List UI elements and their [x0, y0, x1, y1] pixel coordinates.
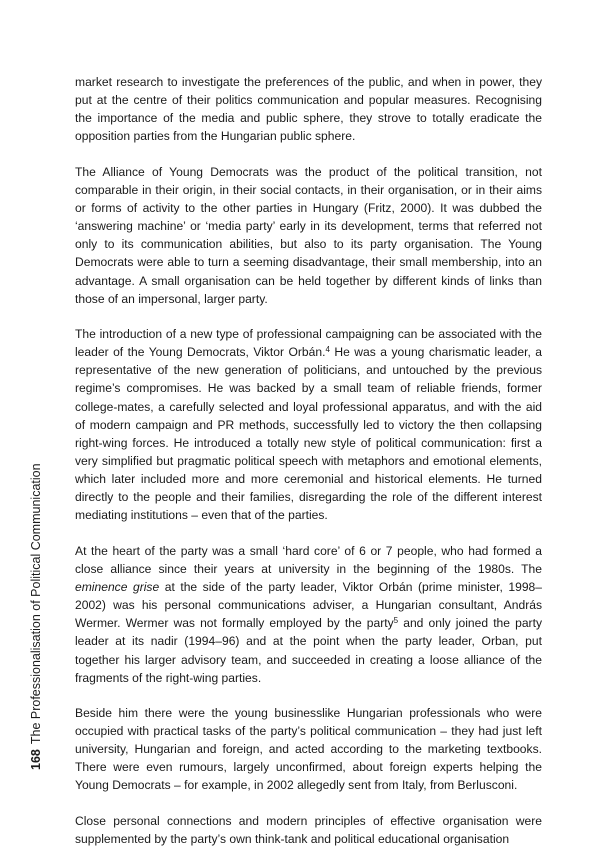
- paragraph-2: [75, 163, 542, 308]
- paragraph-5: [75, 704, 542, 795]
- paragraph-5-text: Beside him there were the young businesslike Hungarian professionals who were occupied with practical tasks of the party’s political communication – they had just left university, Hungarian and foreign, and acted according to the marketing textbooks. There were even rumours, largely unconfirmed, about foreign experts helping the Young Democrats – for example, in 2002 allegedly sent from Italy, from Berlusconi.: [75, 705, 542, 793]
- body-text: [75, 73, 542, 865]
- paragraph-4-italic-phrase: eminence grise: [75, 579, 160, 594]
- paragraph-4: [75, 542, 542, 687]
- footnote-marker-5: 5: [393, 616, 399, 626]
- running-head-title: The Professionalisation of Political Communication: [29, 463, 43, 745]
- page-number: 168: [29, 749, 43, 770]
- paragraph-6-text: Close personal connections and modern principles of effective organisation were supplemented by the party’s own think-tank and political educational organisation: [75, 813, 542, 846]
- paragraph-1-text: market research to investigate the preferences of the public, and when in power, they put at the centre of their politics communication and popular measures. Recognising the importance of the media and public sphere, they strove to totally eradicate the opposition parties from the Hungarian public sphere.: [75, 75, 542, 144]
- paragraph-3: [75, 325, 542, 525]
- paragraph-4-text-before: At the heart of the party was a small ‘hard core’ of 6 or 7 people, who had formed a close alliance since their years at university in the beginning of the 1980s. The: [75, 543, 542, 576]
- paragraph-1: [75, 73, 542, 146]
- paragraph-3-text-before: The introduction of a new type of professional campaigning can be associated with the leader of the Young Democrats, Viktor Orbán.: [75, 326, 542, 360]
- running-head: [29, 463, 43, 770]
- paragraph-4-text-middle: at the side of the party leader, Viktor Orbán (prime minister, 1998–2002) was his personal communications adviser, a Hungarian consultant, András Wermer. Wermer was not formally employed by the party: [75, 579, 542, 631]
- paragraph-2-text: The Alliance of Young Democrats was the product of the political transition, not comparable in their origin, in their social contacts, in their organisation, or in their aims or forms of activity to the other parties in Hungary (Fritz, 2000). It was dubbed the ‘answering machine’ or ‘media party’ early in its development, terms that referred not only to its communication abilities, but also to its party organisation. The Young Democrats were able to turn a seeming disadvantage, their small membership, into an advantage. A small organisation can be held together by different kinds of links than those of an impersonal, larger party.: [75, 164, 542, 306]
- paragraph-3-text-after: He was a young charismatic leader, a representative of the new generation of politicians, and untouched by the previous regime’s compromises. He was backed by a small team of reliable friends, former college-mates, a carefully selected and loyal professional apparatus, and with the aid of modern campaign and PR methods, successfully led to victory the then collapsing right-wing forces. He introduced a totally new style of political communication: first a very simplified but pragmatic political speech with metaphors and emotional elements, which later included more and more ceremonial and historical elements. He turned directly to the people and their families, disregarding the role of the different interest mediating institutions – even that of the parties.: [75, 345, 543, 523]
- paragraph-6: [75, 812, 542, 848]
- paragraph-4-text-after: and only joined the party leader at its nadir (1994–96) and at the point when the party leader, Orban, put together his larger advisory team, and succeeded in creating a loose alliance of the fragments of the right-wing parties.: [75, 616, 542, 685]
- footnote-marker-4: 4: [325, 345, 330, 355]
